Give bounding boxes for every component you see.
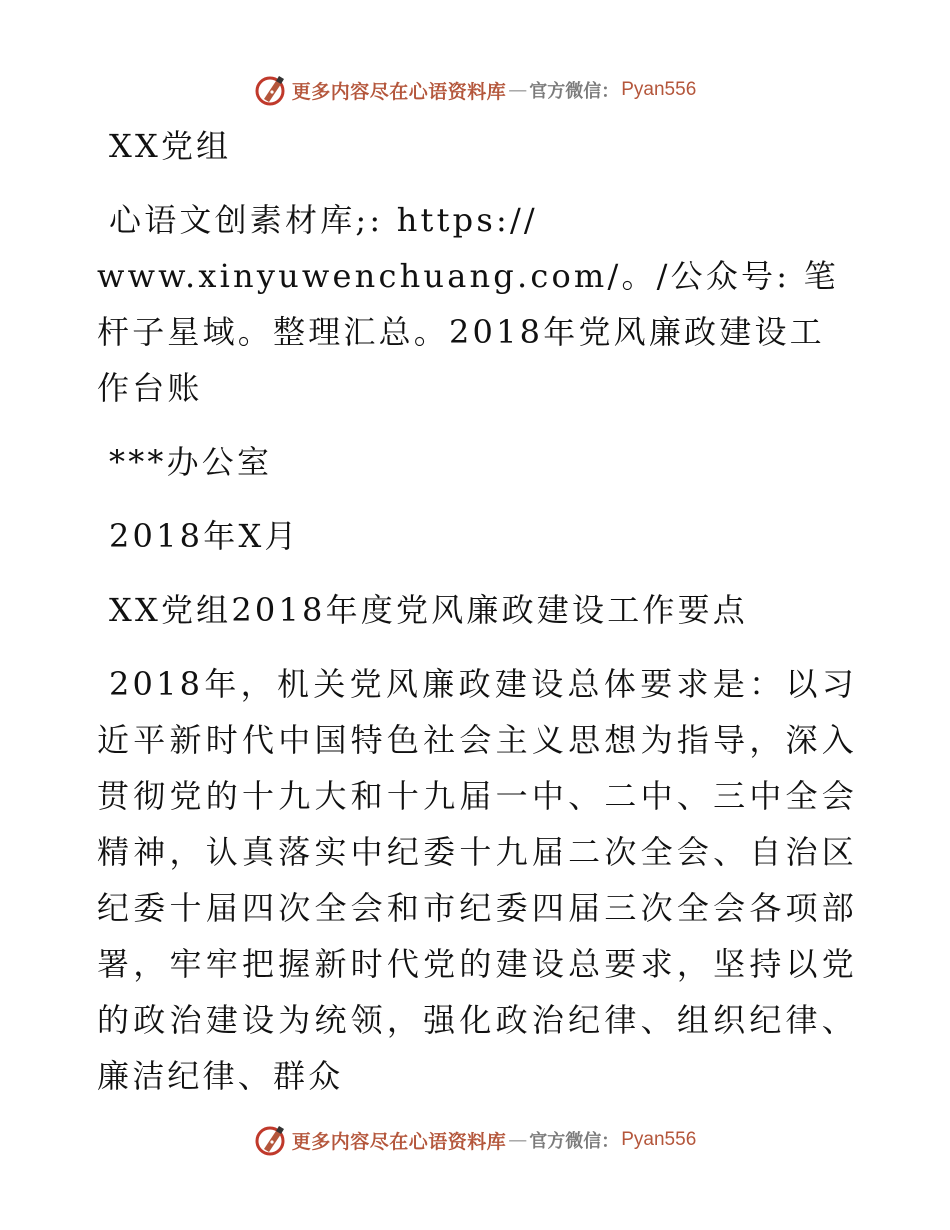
document-body [97, 118, 857, 1104]
section-heading: XX党组2018年度党风廉政建设工作要点 [109, 591, 749, 629]
watermark-wechat-label: 官方微信： [529, 1131, 620, 1152]
office-line: ***办公室 [109, 443, 273, 481]
watermark-separator: — [508, 79, 528, 101]
intro-line-b: www.xinyuwenchuang.com/。/公众号: 笔杆子星域。整理汇总。2018年党风廉政建设工作台账 [97, 257, 839, 407]
footer-watermark [0, 1120, 950, 1160]
watermark-wechat-id: Pyan556 [621, 79, 697, 100]
watermark-wechat-id: Pyan556 [621, 1129, 697, 1150]
pen-nib-logo-icon [254, 73, 288, 107]
watermark-separator: — [508, 1129, 528, 1151]
intro-line-a: 心语文创素材库;: https:// [109, 201, 538, 239]
intro-paragraph [97, 192, 857, 416]
header-watermark [0, 70, 950, 110]
body-paragraph: 2018年，机关党风廉政建设总体要求是：以习近平新时代中国特色社会主义思想为指导，深入贯彻党的十九大和十九届一中、二中、三中全会精神，认真落实中纪委十九届二次全会、自治区纪委十届四次全会和市纪委四届三次全会各项部署，牢牢把握新时代党的建设总要求，坚持以党的政治建设为统领，强化政治纪律、组织纪律、廉洁纪律、群众 [97, 665, 857, 1095]
watermark-site-text: 更多内容尽在心语资料库 [291, 1130, 507, 1153]
watermark-site-text: 更多内容尽在心语资料库 [291, 80, 507, 103]
date-line: 2018年X月 [109, 517, 300, 555]
pen-nib-logo-icon [254, 1123, 288, 1157]
party-group-title: XX党组 [109, 127, 232, 165]
watermark-wechat-label: 官方微信： [529, 81, 620, 102]
